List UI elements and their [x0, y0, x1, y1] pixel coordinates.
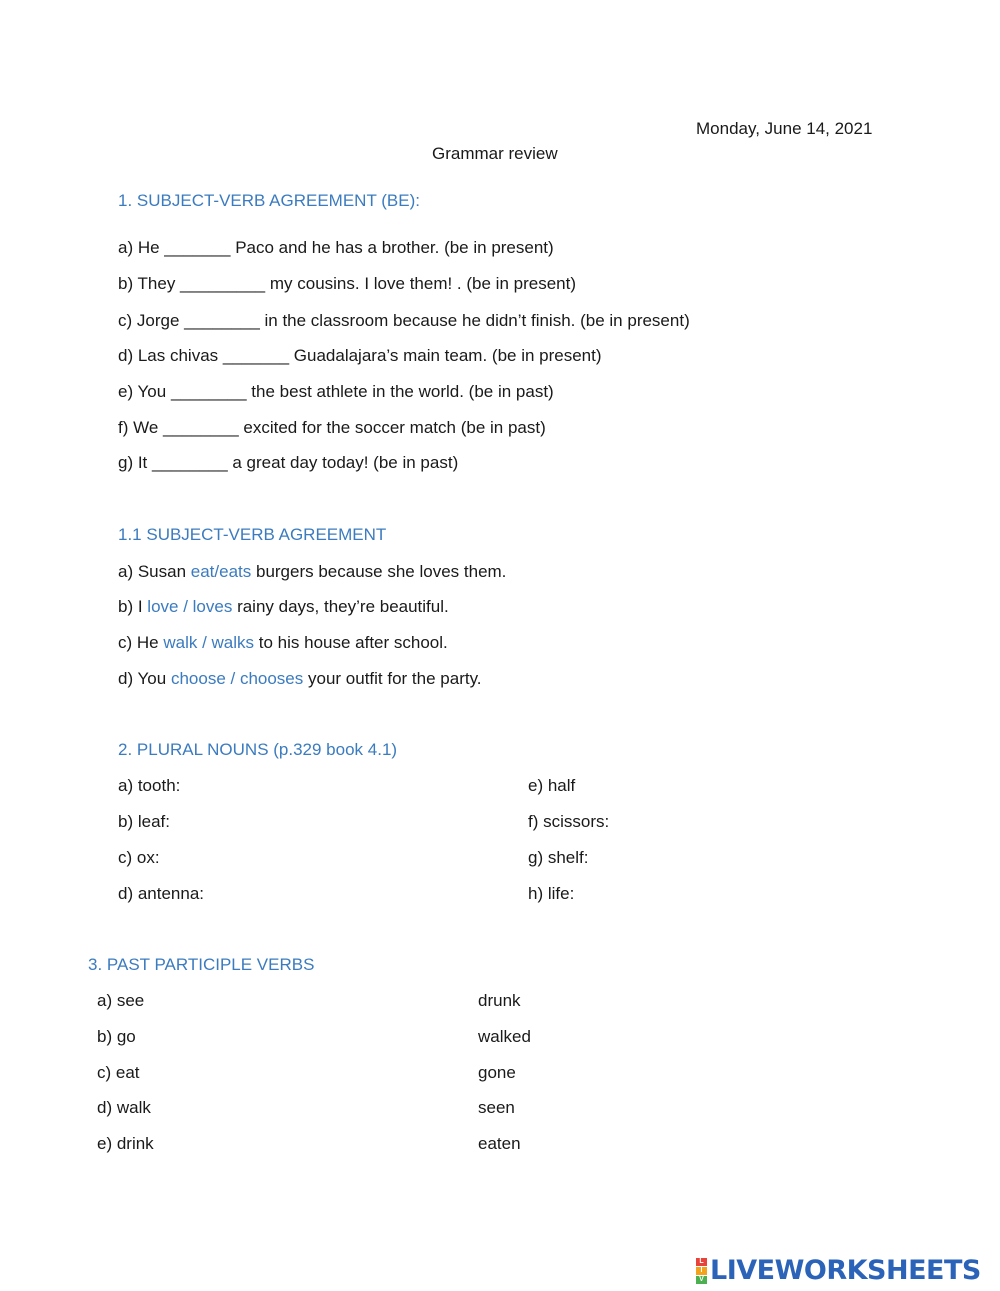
plural-noun-item: g) shelf:	[528, 848, 589, 867]
plural-noun-item: a) tooth:	[118, 776, 181, 795]
item-suffix: your outfit for the party.	[303, 669, 482, 688]
item-suffix: rainy days, they’re beautiful.	[232, 597, 449, 616]
section11-item	[118, 669, 482, 689]
verb-choice: love / loves	[147, 597, 233, 616]
section11-item	[118, 562, 506, 582]
section11-item	[118, 633, 448, 653]
item-prefix: b) I	[118, 597, 148, 616]
section1-item: e) You ________ the best athlete in the world. (be in past)	[118, 382, 554, 401]
plural-noun-item: b) leaf:	[118, 812, 170, 831]
verb-item: d) walk	[97, 1098, 151, 1117]
verb-choice: eat/eats	[190, 562, 252, 581]
section1-item: b) They _________ my cousins. I love them! . (be in present)	[118, 274, 576, 293]
section1-item: a) He _______ Paco and he has a brother. (be in present)	[118, 238, 554, 257]
logo-text: LIVEWORKSHEETS	[710, 1255, 981, 1286]
item-suffix: burgers because she loves them.	[251, 562, 507, 581]
participle-item: drunk	[478, 991, 521, 1010]
verb-choice: choose / chooses	[170, 669, 304, 688]
logo-square-i: I	[696, 1267, 707, 1275]
section3-heading: 3. PAST PARTICIPLE VERBS	[88, 955, 315, 974]
section11-item	[118, 597, 449, 617]
item-prefix: c) He	[118, 633, 164, 652]
section1-item: d) Las chivas _______ Guadalajara’s main team. (be in present)	[118, 346, 602, 365]
verb-item: b) go	[97, 1027, 136, 1046]
plural-noun-item: h) life:	[528, 884, 575, 903]
verb-item: a) see	[97, 991, 145, 1010]
liveworksheets-logo	[696, 1256, 981, 1286]
item-prefix: a) Susan	[118, 562, 191, 581]
plural-noun-item: d) antenna:	[118, 884, 205, 903]
section2-heading: 2. PLURAL NOUNS (p.329 book 4.1)	[118, 740, 398, 759]
section1-heading: 1. SUBJECT-VERB AGREEMENT (BE):	[118, 191, 420, 210]
participle-item: eaten	[478, 1134, 521, 1153]
logo-squares-icon	[696, 1258, 707, 1284]
date: Monday, June 14, 2021	[696, 119, 873, 138]
section1-item: g) It ________ a great day today! (be in past)	[118, 453, 459, 472]
participle-item: seen	[478, 1098, 515, 1117]
plural-noun-item: f) scissors:	[528, 812, 610, 831]
logo-square-l: L	[696, 1258, 707, 1266]
participle-item: walked	[478, 1027, 531, 1046]
logo-square-v: V	[696, 1276, 707, 1284]
section1-item: f) We ________ excited for the soccer match (be in past)	[118, 418, 546, 437]
section1-item: c) Jorge ________ in the classroom because he didn’t finish. (be in present)	[118, 311, 690, 330]
page-title: Grammar review	[432, 144, 558, 163]
item-suffix: to his house after school.	[254, 633, 448, 652]
verb-choice: walk / walks	[163, 633, 255, 652]
section11-heading: 1.1 SUBJECT-VERB AGREEMENT	[118, 525, 387, 544]
participle-item: gone	[478, 1063, 516, 1082]
plural-noun-item: e) half	[528, 776, 576, 795]
item-prefix: d) You	[118, 669, 171, 688]
verb-item: c) eat	[97, 1063, 140, 1082]
plural-noun-item: c) ox:	[118, 848, 160, 867]
verb-item: e) drink	[97, 1134, 154, 1153]
